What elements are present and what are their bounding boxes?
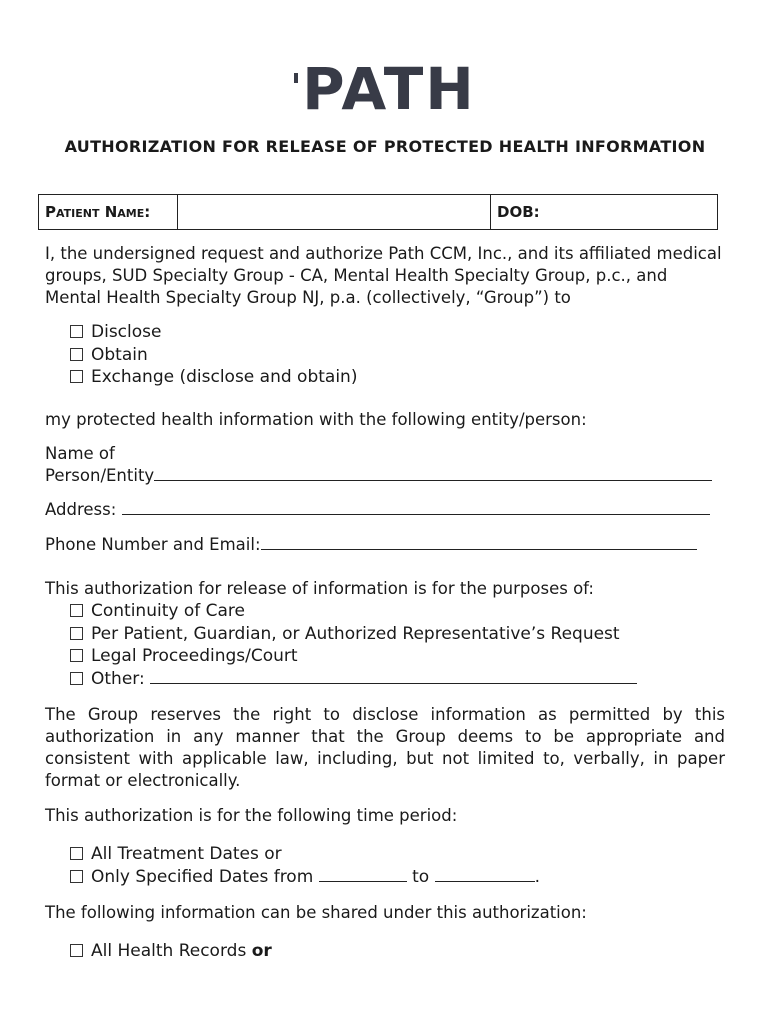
phone-email-input[interactable] [261,535,697,550]
option-legal[interactable]: Legal Proceedings/Court [70,645,637,668]
checkbox-icon[interactable] [70,870,83,883]
phone-field-row [45,534,725,556]
logo-mark-icon [294,73,298,83]
checkbox-icon[interactable] [70,672,83,685]
checkbox-icon[interactable] [70,370,83,383]
info-intro: The following information can be shared under this authorization: [45,903,587,922]
checkbox-icon[interactable] [70,604,83,617]
name-field-row [45,465,725,487]
patient-info-table [38,194,718,230]
other-purpose-input[interactable] [150,669,637,684]
name-field-label-line1: Name of [45,444,115,463]
patient-name-label: Patient Name: [39,195,178,230]
checkbox-icon[interactable] [70,627,83,640]
date-from-input[interactable] [319,867,407,882]
entity-intro: my protected health information with the following entity/person: [45,410,587,429]
records-options [70,940,272,963]
action-options [70,321,357,389]
address-input[interactable] [122,500,710,515]
name-field-label-line2: Person/Entity [45,466,155,485]
period-intro: This authorization is for the following time period: [45,806,458,825]
path-logo [0,55,770,123]
option-continuity[interactable]: Continuity of Care [70,600,637,623]
option-exchange[interactable]: Exchange (disclose and obtain) [70,366,357,389]
address-field-row [45,499,725,521]
purpose-options [70,600,637,690]
logo-text: PATH [302,55,476,123]
phone-email-label: Phone Number and Email: [45,535,261,554]
reserve-paragraph: The Group reserves the right to disclose information as permitted by this authorization in any manner that the Group deems to be appropriate and consistent with applicable law, including, but not limited to, verbally, in paper format or electronically. [45,705,725,790]
checkbox-icon[interactable] [70,649,83,662]
option-other[interactable]: Other: [70,668,637,691]
document-title: AUTHORIZATION FOR RELEASE OF PROTECTED HEALTH INFORMATION [64,137,706,156]
checkbox-icon[interactable] [70,944,83,957]
option-disclose[interactable]: Disclose [70,321,357,344]
option-all-records[interactable]: All Health Records or [70,940,272,963]
purpose-intro: This authorization for release of information is for the purposes of: [45,579,594,598]
intro-paragraph: I, the undersigned request and authorize Path CCM, Inc., and its affiliated medical groups, SUD Specialty Group - CA, Mental Health Specialty Group, p.c., and Mental Health Specialty Group NJ, p.a. (collectively, “Group”) to [45,244,722,307]
option-obtain[interactable]: Obtain [70,344,357,367]
dob-field[interactable] [491,195,718,230]
checkbox-icon[interactable] [70,325,83,338]
period-options [70,843,540,888]
address-label: Address: [45,500,117,519]
patient-name-field[interactable] [178,195,491,230]
option-all-dates[interactable]: All Treatment Dates or [70,843,540,866]
option-specified-dates[interactable]: Only Specified Dates from to . [70,866,540,889]
date-to-input[interactable] [435,867,535,882]
checkbox-icon[interactable] [70,348,83,361]
dob-label: DOB: [497,203,540,221]
name-field-input[interactable] [154,466,712,481]
checkbox-icon[interactable] [70,847,83,860]
option-patient-request[interactable]: Per Patient, Guardian, or Authorized Representative’s Request [70,623,637,646]
